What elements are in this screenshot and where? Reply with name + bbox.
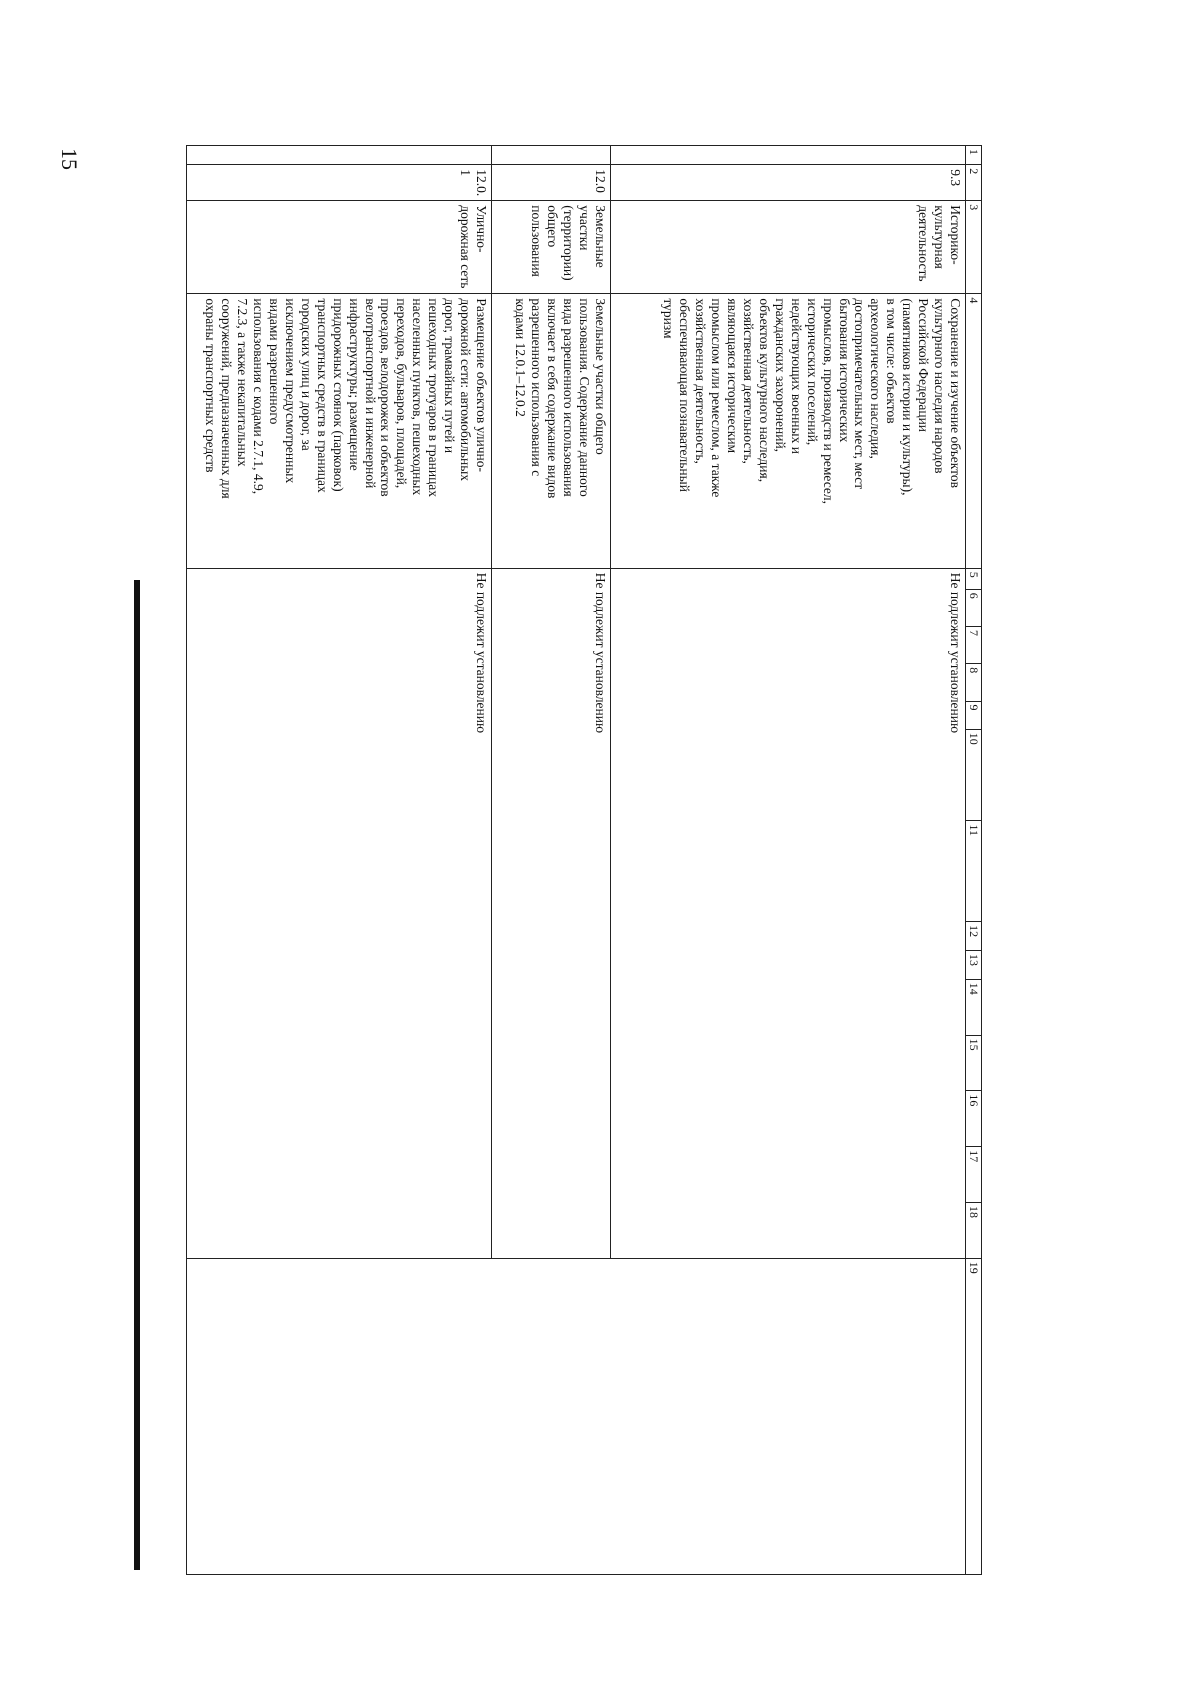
row-col-1	[492, 146, 611, 165]
land-use-description: Земельные участки общего пользования. Содержание данного вида разрешенного использования включает в себя содержание видов разрешенного использования с кодами 12.0.1–12.0.2	[492, 294, 611, 568]
land-use-code: 12.0. 1	[187, 165, 492, 201]
parameters-cell: Не подлежит установлению	[611, 568, 966, 1258]
header-col-8: 8	[966, 664, 982, 701]
header-col-19: 19	[966, 1258, 982, 1574]
header-col-13: 13	[966, 950, 982, 979]
header-col-4: 4	[966, 294, 982, 568]
bottom-rule	[134, 580, 140, 1570]
table-row	[611, 146, 966, 1575]
parameters-cell: Не подлежит установлению	[187, 568, 492, 1258]
header-col-2: 2	[966, 165, 982, 201]
parameters-cell: Не подлежит установлению	[492, 568, 611, 1258]
header-col-16: 16	[966, 1091, 982, 1147]
land-use-description: Сохранение и изучение объектов культурного наследия народов Российской Федерации (памятников истории и культуры), в том числе: объектов археологического наследия, достопримечательных мест, мест бытования исторических промыслов, производств и ремесел, исторических поселений, недействующих военных и гражданских захоронений, объектов культурного наследия, хозяйственная деятельность, являющаяся историческим промыслом или ремеслом, а также хозяйственная деятельность, обеспечивающая познавательный туризм	[611, 294, 966, 568]
land-use-code: 12.0	[492, 165, 611, 201]
header-col-17: 17	[966, 1147, 982, 1203]
column-19-cell	[187, 1258, 966, 1574]
land-use-description: Размещение объектов улично- дорожной сети: автомобильных дорог, трамвайных путей и пешеходных тротуаров в границах населенных пунктов, пешеходных переходов, бульваров, площадей, проездов, велодорожек и объектов велотранспортной и инженерной инфраструктуры; размещение придорожных стоянок (парковок) транспортных средств в границах городских улиц и дорог, за исключением предусмотренных видами разрешенного использования с кодами 2.7.1, 4.9, 7.2.3, а также некапитальных сооружений, предназначенных для охраны транспортных средств	[187, 294, 492, 568]
row-col-1	[611, 146, 966, 165]
header-col-15: 15	[966, 1035, 982, 1091]
header-col-6: 6	[966, 589, 982, 626]
land-use-table	[186, 145, 982, 1575]
header-col-3: 3	[966, 201, 982, 294]
header-row	[966, 146, 982, 1575]
header-col-7: 7	[966, 627, 982, 664]
row-col-1	[187, 146, 492, 165]
header-col-14: 14	[966, 979, 982, 1035]
header-col-9: 9	[966, 701, 982, 729]
header-col-10: 10	[966, 729, 982, 821]
header-col-5: 5	[966, 568, 982, 589]
header-col-11: 11	[966, 821, 982, 922]
regulations-table	[192, 145, 982, 1575]
header-col-18: 18	[966, 1202, 982, 1258]
header-col-12: 12	[966, 922, 982, 951]
header-col-1: 1	[966, 146, 982, 165]
land-use-name: Земельные участки (территории) общего пользования	[492, 201, 611, 294]
land-use-name: Историко- культурная деятельность	[611, 201, 966, 294]
land-use-code: 9.3	[611, 165, 966, 201]
page-number: 15	[57, 148, 82, 170]
land-use-name: Улично- дорожная сеть	[187, 201, 492, 294]
